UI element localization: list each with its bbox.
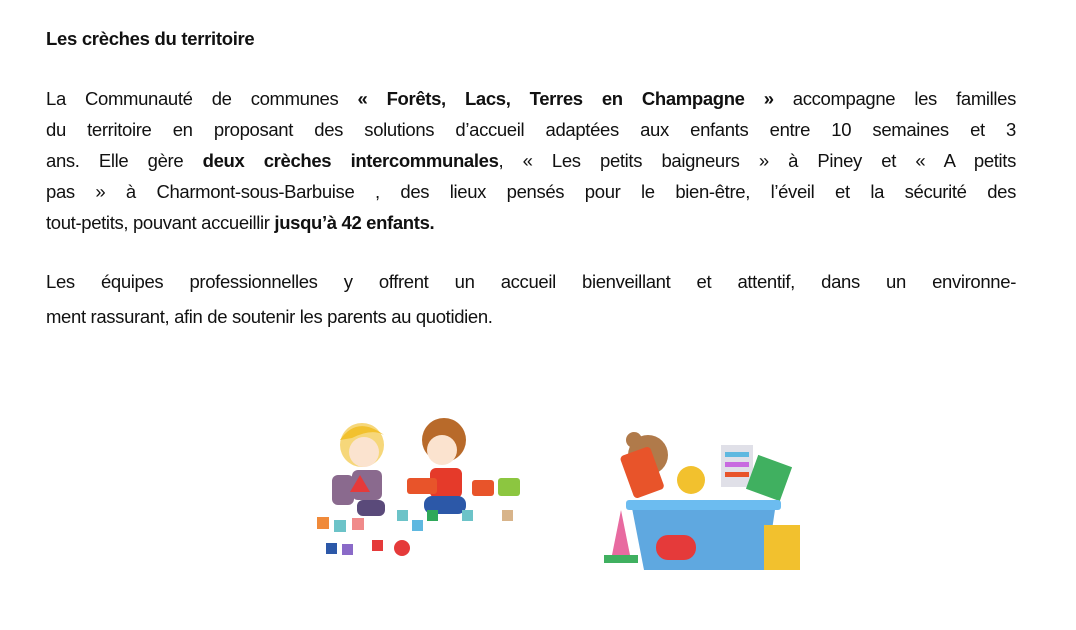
text-line xyxy=(46,145,1016,176)
paragraph-teams xyxy=(46,264,1016,334)
text-line xyxy=(46,207,1016,238)
children-playing-illustration xyxy=(312,410,527,565)
text: La Communauté de communes xyxy=(46,88,358,109)
bold-text: jusqu’à 42 enfants. xyxy=(274,212,435,233)
text: tout-petits, pouvant accueillir xyxy=(46,212,275,233)
community-name: « Forêts, Lacs, Terres en Champagne » xyxy=(357,88,774,109)
text-line: Les équipes professionnelles y offrent un accueil bienveillant et attentif, dans un environne- xyxy=(46,271,1016,292)
toy-box-illustration xyxy=(596,430,811,575)
paragraph-intro xyxy=(46,83,1016,238)
text: ans. Elle gère xyxy=(46,150,203,171)
text-line: du territoire en proposant des solutions d’accueil adaptées aux enfants entre 10 semaines et 3 xyxy=(46,119,1016,140)
text-line xyxy=(46,83,1016,114)
bold-text: deux crèches intercommunales xyxy=(202,150,499,171)
text: accompagne les familles xyxy=(773,88,1016,109)
text: , « Les petits baigneurs » à Piney et « A petits xyxy=(498,150,1016,171)
text-line: pas » à Charmont-sous-Barbuise , des lieux pensés pour le bien-être, l’éveil et la sécurité des xyxy=(46,181,1016,202)
section-title: Les crèches du territoire xyxy=(46,28,255,49)
text-line: ment rassurant, afin de soutenir les parents au quotidien. xyxy=(46,306,493,327)
